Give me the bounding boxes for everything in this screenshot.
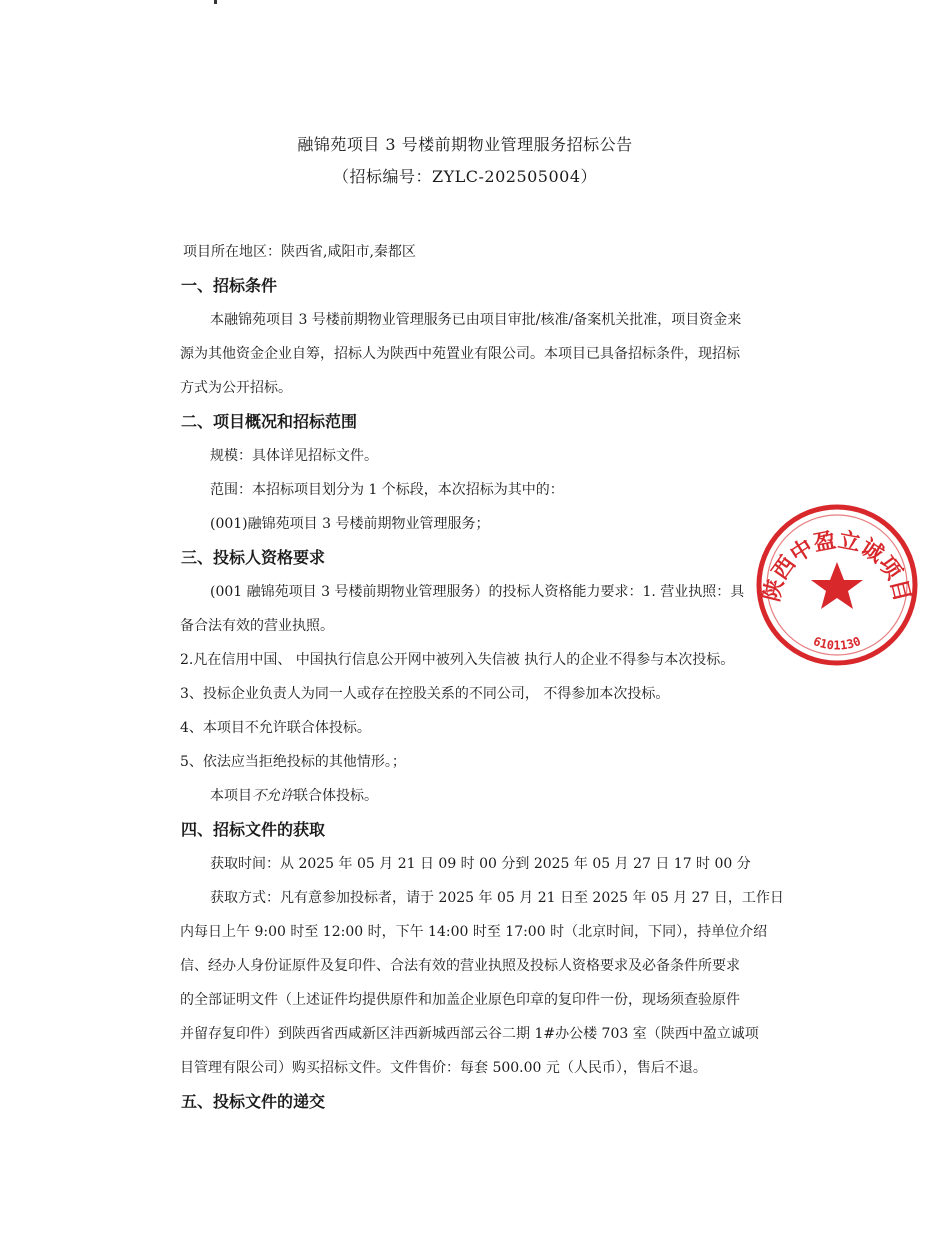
section-2-heading: 二、项目概况和招标范围	[181, 412, 358, 431]
section-3-item-3: 3、投标企业负责人为同一人或存在控股关系的不同公司， 不得参加本次投标。	[180, 686, 670, 702]
seal-text: 陕西中盈立诚项目	[758, 527, 916, 605]
section-4-method-4: 的全部证明文件（上述证件均提供原件和加盖企业原色印章的复印件一份，现场须查验原件	[180, 992, 740, 1008]
section-2-scope: 范围：本招标项目划分为 1 个标段，本次招标为其中的：	[210, 482, 564, 498]
section-3-text-2: 备合法有效的营业执照。	[180, 618, 334, 634]
section-4-method-6: 目管理有限公司）购买招标文件。文件售价：每套 500.00 元（人民币），售后不退。	[180, 1060, 707, 1076]
section-4-method-5: 并留存复印件）到陕西省西咸新区沣西新城西部云谷二期 1#办公楼 703 室（陕西中盈立诚项	[180, 1026, 759, 1042]
section-1-text-3: 方式为公开招标。	[180, 380, 292, 396]
section-2-scale: 规模：具体详见招标文件。	[210, 448, 378, 464]
note-suffix: 联合体投标。	[294, 788, 378, 804]
section-4-time: 获取时间：从 2025 年 05 月 21 日 09 时 00 分到 2025 年 05 月 27 日 17 时 00 分	[210, 856, 751, 872]
section-3-text-1: (001 融锦苑项目 3 号楼前期物业管理服务）的投标人资格能力要求：1. 营业执照：具	[210, 584, 745, 600]
note-prefix: 本项目	[210, 788, 252, 804]
section-3-heading: 三、投标人资格要求	[181, 548, 326, 567]
document-title: 融锦苑项目 3 号楼前期物业管理服务招标公告	[297, 135, 633, 154]
section-3-item-4: 4、本项目不允许联合体投标。	[180, 720, 371, 736]
section-1-text-2: 源为其他资金企业自筹，招标人为陕西中苑置业有限公司。本项目已具备招标条件，现招标	[180, 346, 740, 362]
section-4-method-3: 信、经办人身份证原件及复印件、合法有效的营业执照及投标人资格要求及必备条件所要求	[180, 958, 740, 974]
project-region: 项目所在地区：陕西省,咸阳市,秦都区	[183, 244, 416, 260]
section-3-item-5: 5、依法应当拒绝投标的其他情形。；	[180, 754, 406, 770]
seal-star-icon	[811, 562, 863, 609]
section-2-lot: (001)融锦苑项目 3 号楼前期物业管理服务；	[210, 516, 490, 532]
tender-number: （招标编号：ZYLC-202505004）	[332, 167, 598, 186]
section-1-text-1: 本融锦苑项目 3 号楼前期物业管理服务已由项目审批/核准/备案机关批准，项目资金来	[210, 312, 742, 328]
section-1-heading: 一、招标条件	[181, 276, 278, 295]
seal-number: 6101130	[811, 634, 863, 653]
section-4-method-1: 获取方式：凡有意参加投标者，请于 2025 年 05 月 21 日至 2025 年 05 月 27 日，工作日	[210, 890, 784, 906]
note-emphasis: 不允许	[252, 788, 294, 804]
section-4-heading: 四、招标文件的获取	[181, 820, 326, 839]
section-3-item-2: 2.凡在信用中国、 中国执行信息公开网中被列入失信被 执行人的企业不得参与本次投标。	[180, 652, 735, 668]
section-3-note	[210, 786, 378, 806]
section-5-heading: 五、投标文件的递交	[181, 1092, 326, 1111]
company-seal	[752, 500, 922, 670]
section-4-method-2: 内每日上午 9:00 时至 12:00 时，下午 14:00 时至 17:00 时（北京时间，下同），持单位介绍	[180, 924, 768, 940]
corner-mark	[214, 0, 217, 4]
